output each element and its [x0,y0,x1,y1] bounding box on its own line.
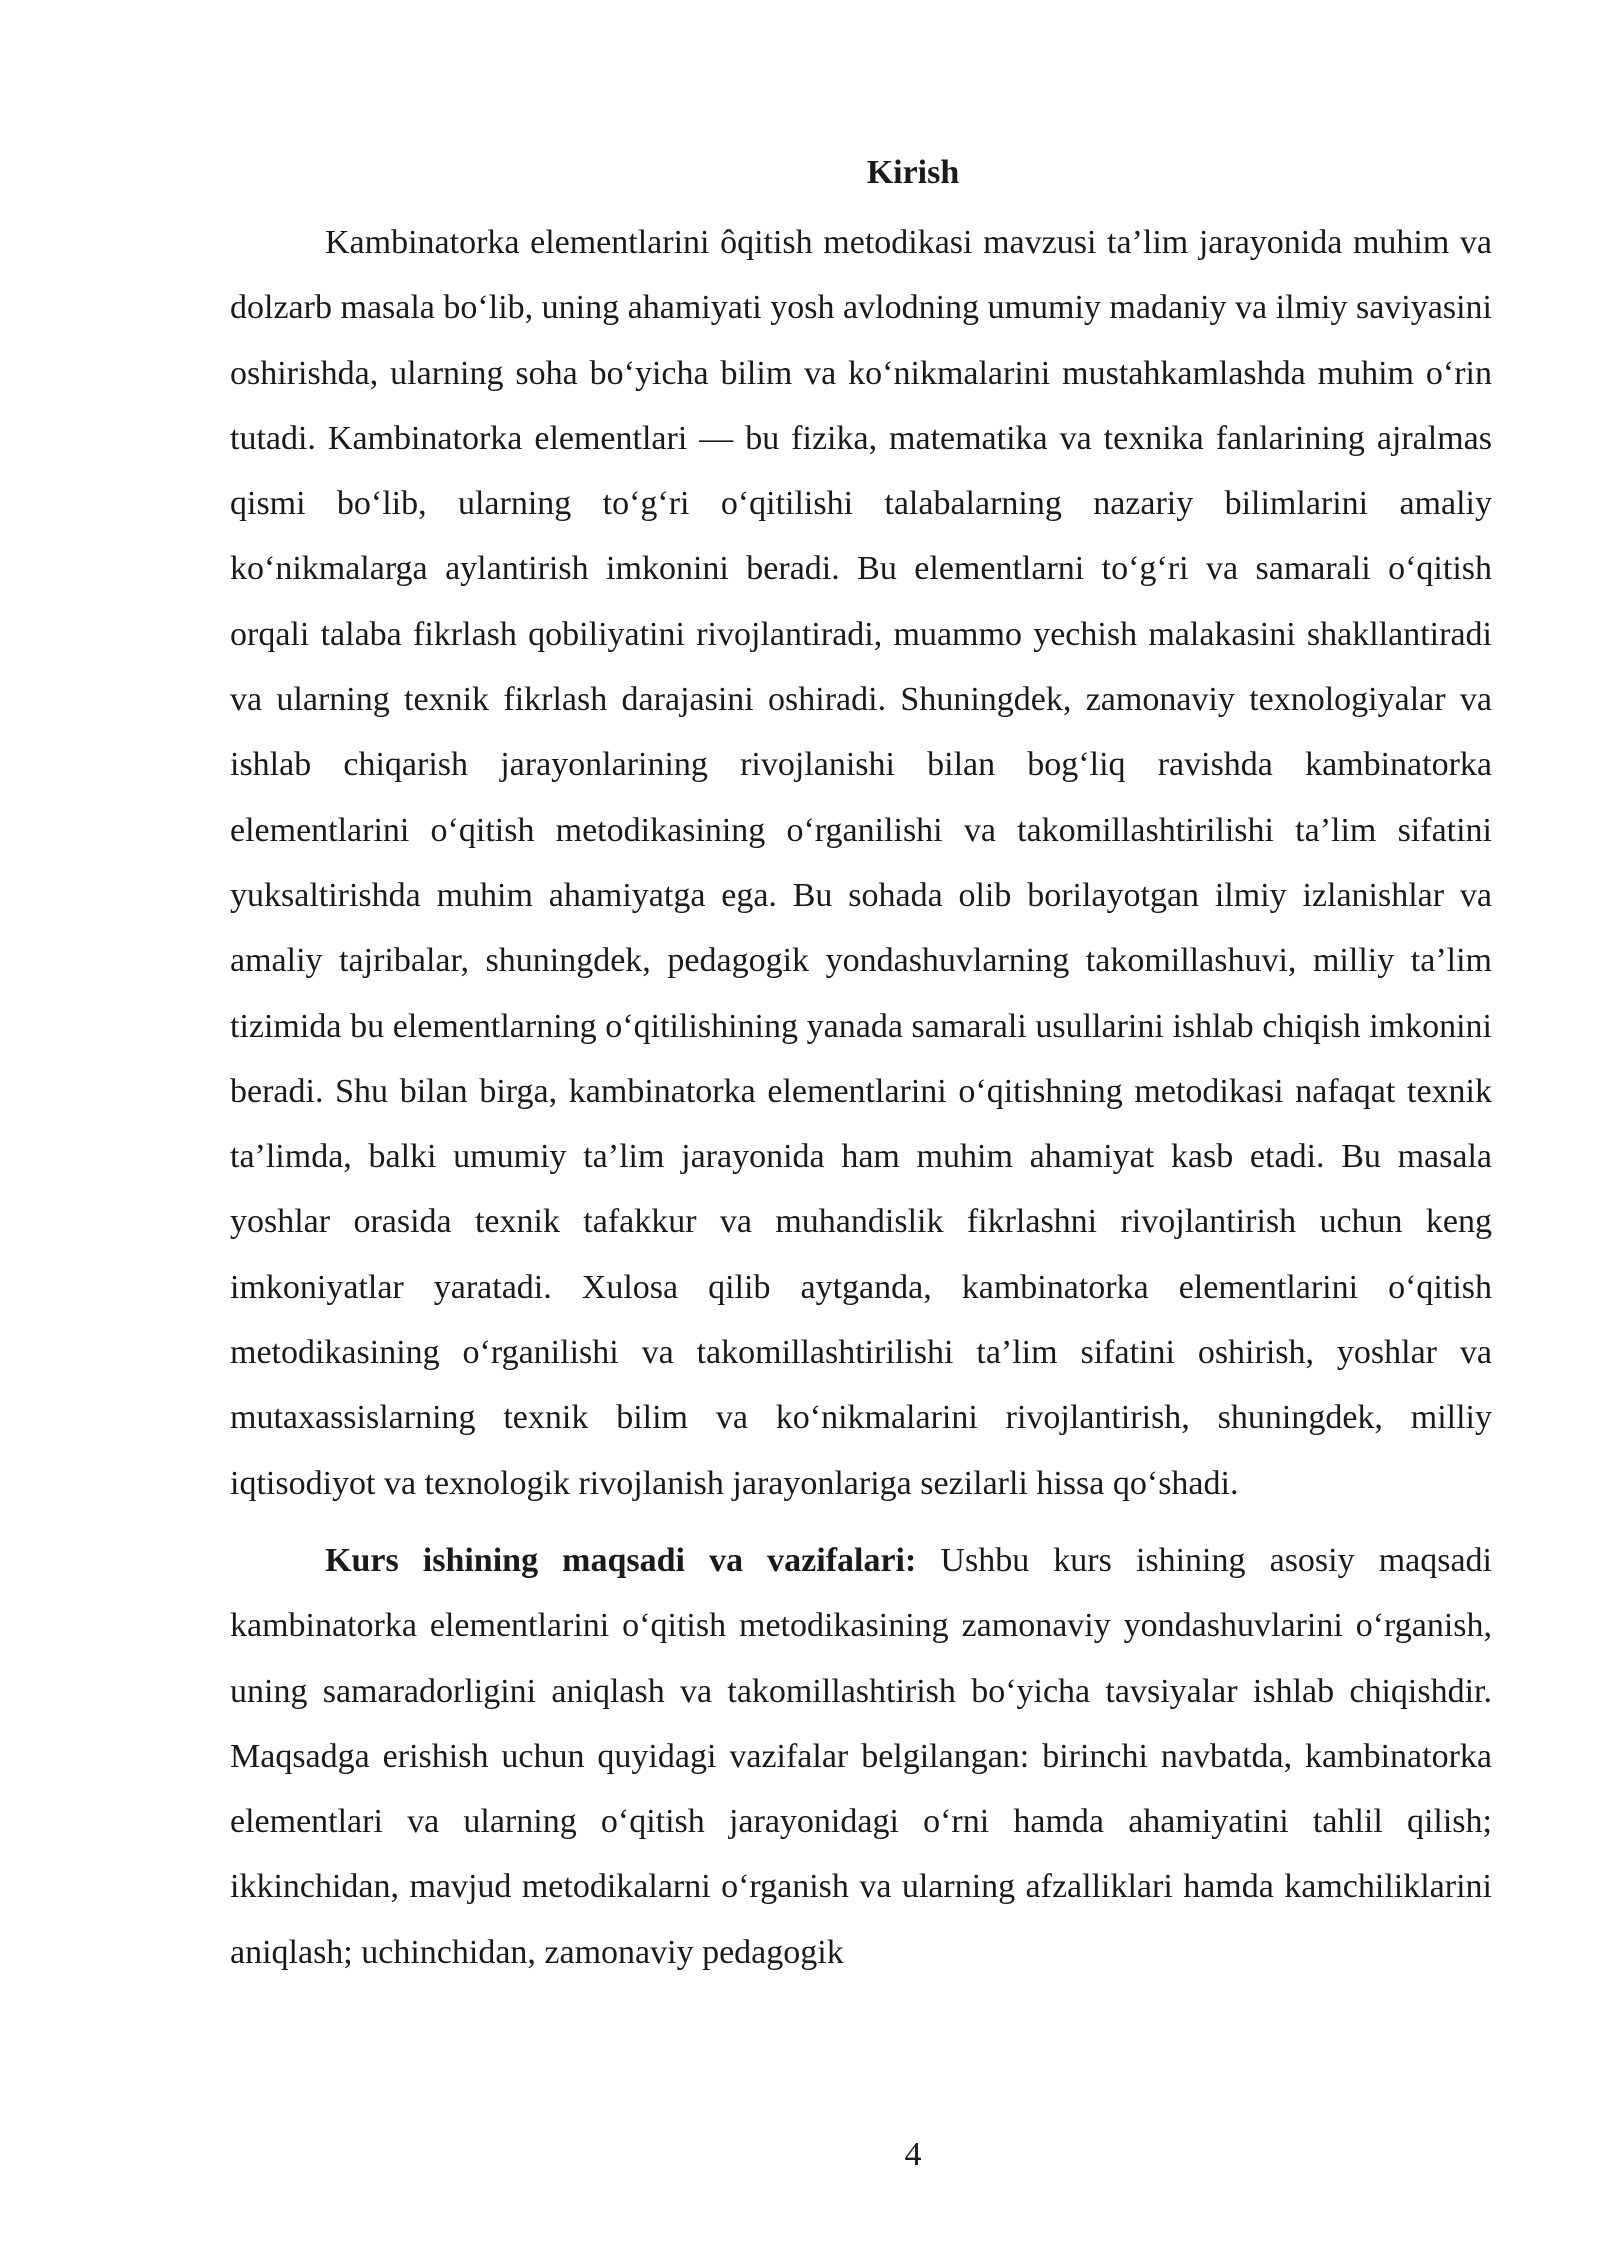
intro-paragraph-text: Kambinatorka elementlarini ôqitish metodikasi mavzusi ta’lim jarayonida muhim va dolzarb masala bo‘lib, uning ahamiyati yosh avlodning umumiy madaniy va ilmiy saviyasini oshirishda, ularning soha bo‘yicha bilim va ko‘nikmalarini mustahkamlashda muhim o‘rin tutadi. Kambinatorka elementlari — bu fizika, matematika va texnika fanlarining ajralmas qismi bo‘lib, ularning to‘g‘ri o‘qitilishi talabalarning nazariy bilimlarini amaliy ko‘nikmalarga aylantirish imkonini beradi. Bu elementlarni to‘g‘ri va samarali o‘qitish orqali talaba fikrlash qobiliyatini rivojlantiradi, muammo yechish malakasini shakllantiradi va ularning texnik fikrlash darajasini oshiradi. Shuningdek, zamonaviy texnologiyalar va ishlab chiqarish jarayonlarining rivojlanishi bilan bog‘liq ravishda kambinatorka elementlarini o‘qitish metodikasining o‘rganilishi va takomillashtirilishi ta’lim sifatini yuksaltirishda muhim ahamiyatga ega. Bu sohada olib borilayotgan ilmiy izlanishlar va amaliy tajribalar, shuningdek, pedagogik yondashuvlarning takomillashuvi, milliy ta’lim tizimida bu elementlarning o‘qitilishining yanada samarali usullarini ishlab chiqish imkonini beradi. Shu bilan birga, kambinatorka elementlarini o‘qitishning metodikasi nafaqat texnik ta’limda, balki umumiy ta’lim jarayonida ham muhim ahamiyat kasb etadi. Bu masala yoshlar orasida texnik tafakkur va muhandislik fikrlashni rivojlantirish uchun keng imkoniyatlar yaratadi. Xulosa qilib aytganda, kambinatorka elementlarini o‘qitish metodikasining o‘rganilishi va takomillashtirilishi ta’lim sifatini oshirish, yoshlar va mutaxassislarning texnik bilim va ko‘nikmalarini rivojlantirish, shuningdek, milliy iqtisodiyot va texnologik rivojlanish jarayonlariga sezilarli hissa qo‘shadi. [230,224,1492,1502]
intro-paragraph [230,210,1492,1516]
page-number: 4 [904,2136,922,2173]
body-text [230,210,1492,1985]
goals-paragraph-text: Ushbu kurs ishining asosiy maqsadi kambinatorka elementlarini o‘qitish metodikasining zamonaviy yondashuvlarini o‘rganish, uning samaradorligini aniqlash va takomillashtirish bo‘yicha tavsiyalar ishlab chiqishdir. Maqsadga erishish uchun quyidagi vazifalar belgilangan: birinchi navbatda, kambinatorka elementlari va ularning o‘qitish jarayonidagi o‘rni hamda ahamiyatini tahlil qilish; ikkinchidan, mavjud metodikalarni o‘rganish va ularning afzalliklari hamda kamchiliklarini aniqlash; uchinchidan, zamonaviy pedagogik [230,1541,1492,1971]
goals-paragraph-lead: Kurs ishining maqsadi va vazifalari: [325,1541,917,1579]
goals-paragraph [230,1528,1492,1985]
section-heading: Kirish [866,154,960,191]
